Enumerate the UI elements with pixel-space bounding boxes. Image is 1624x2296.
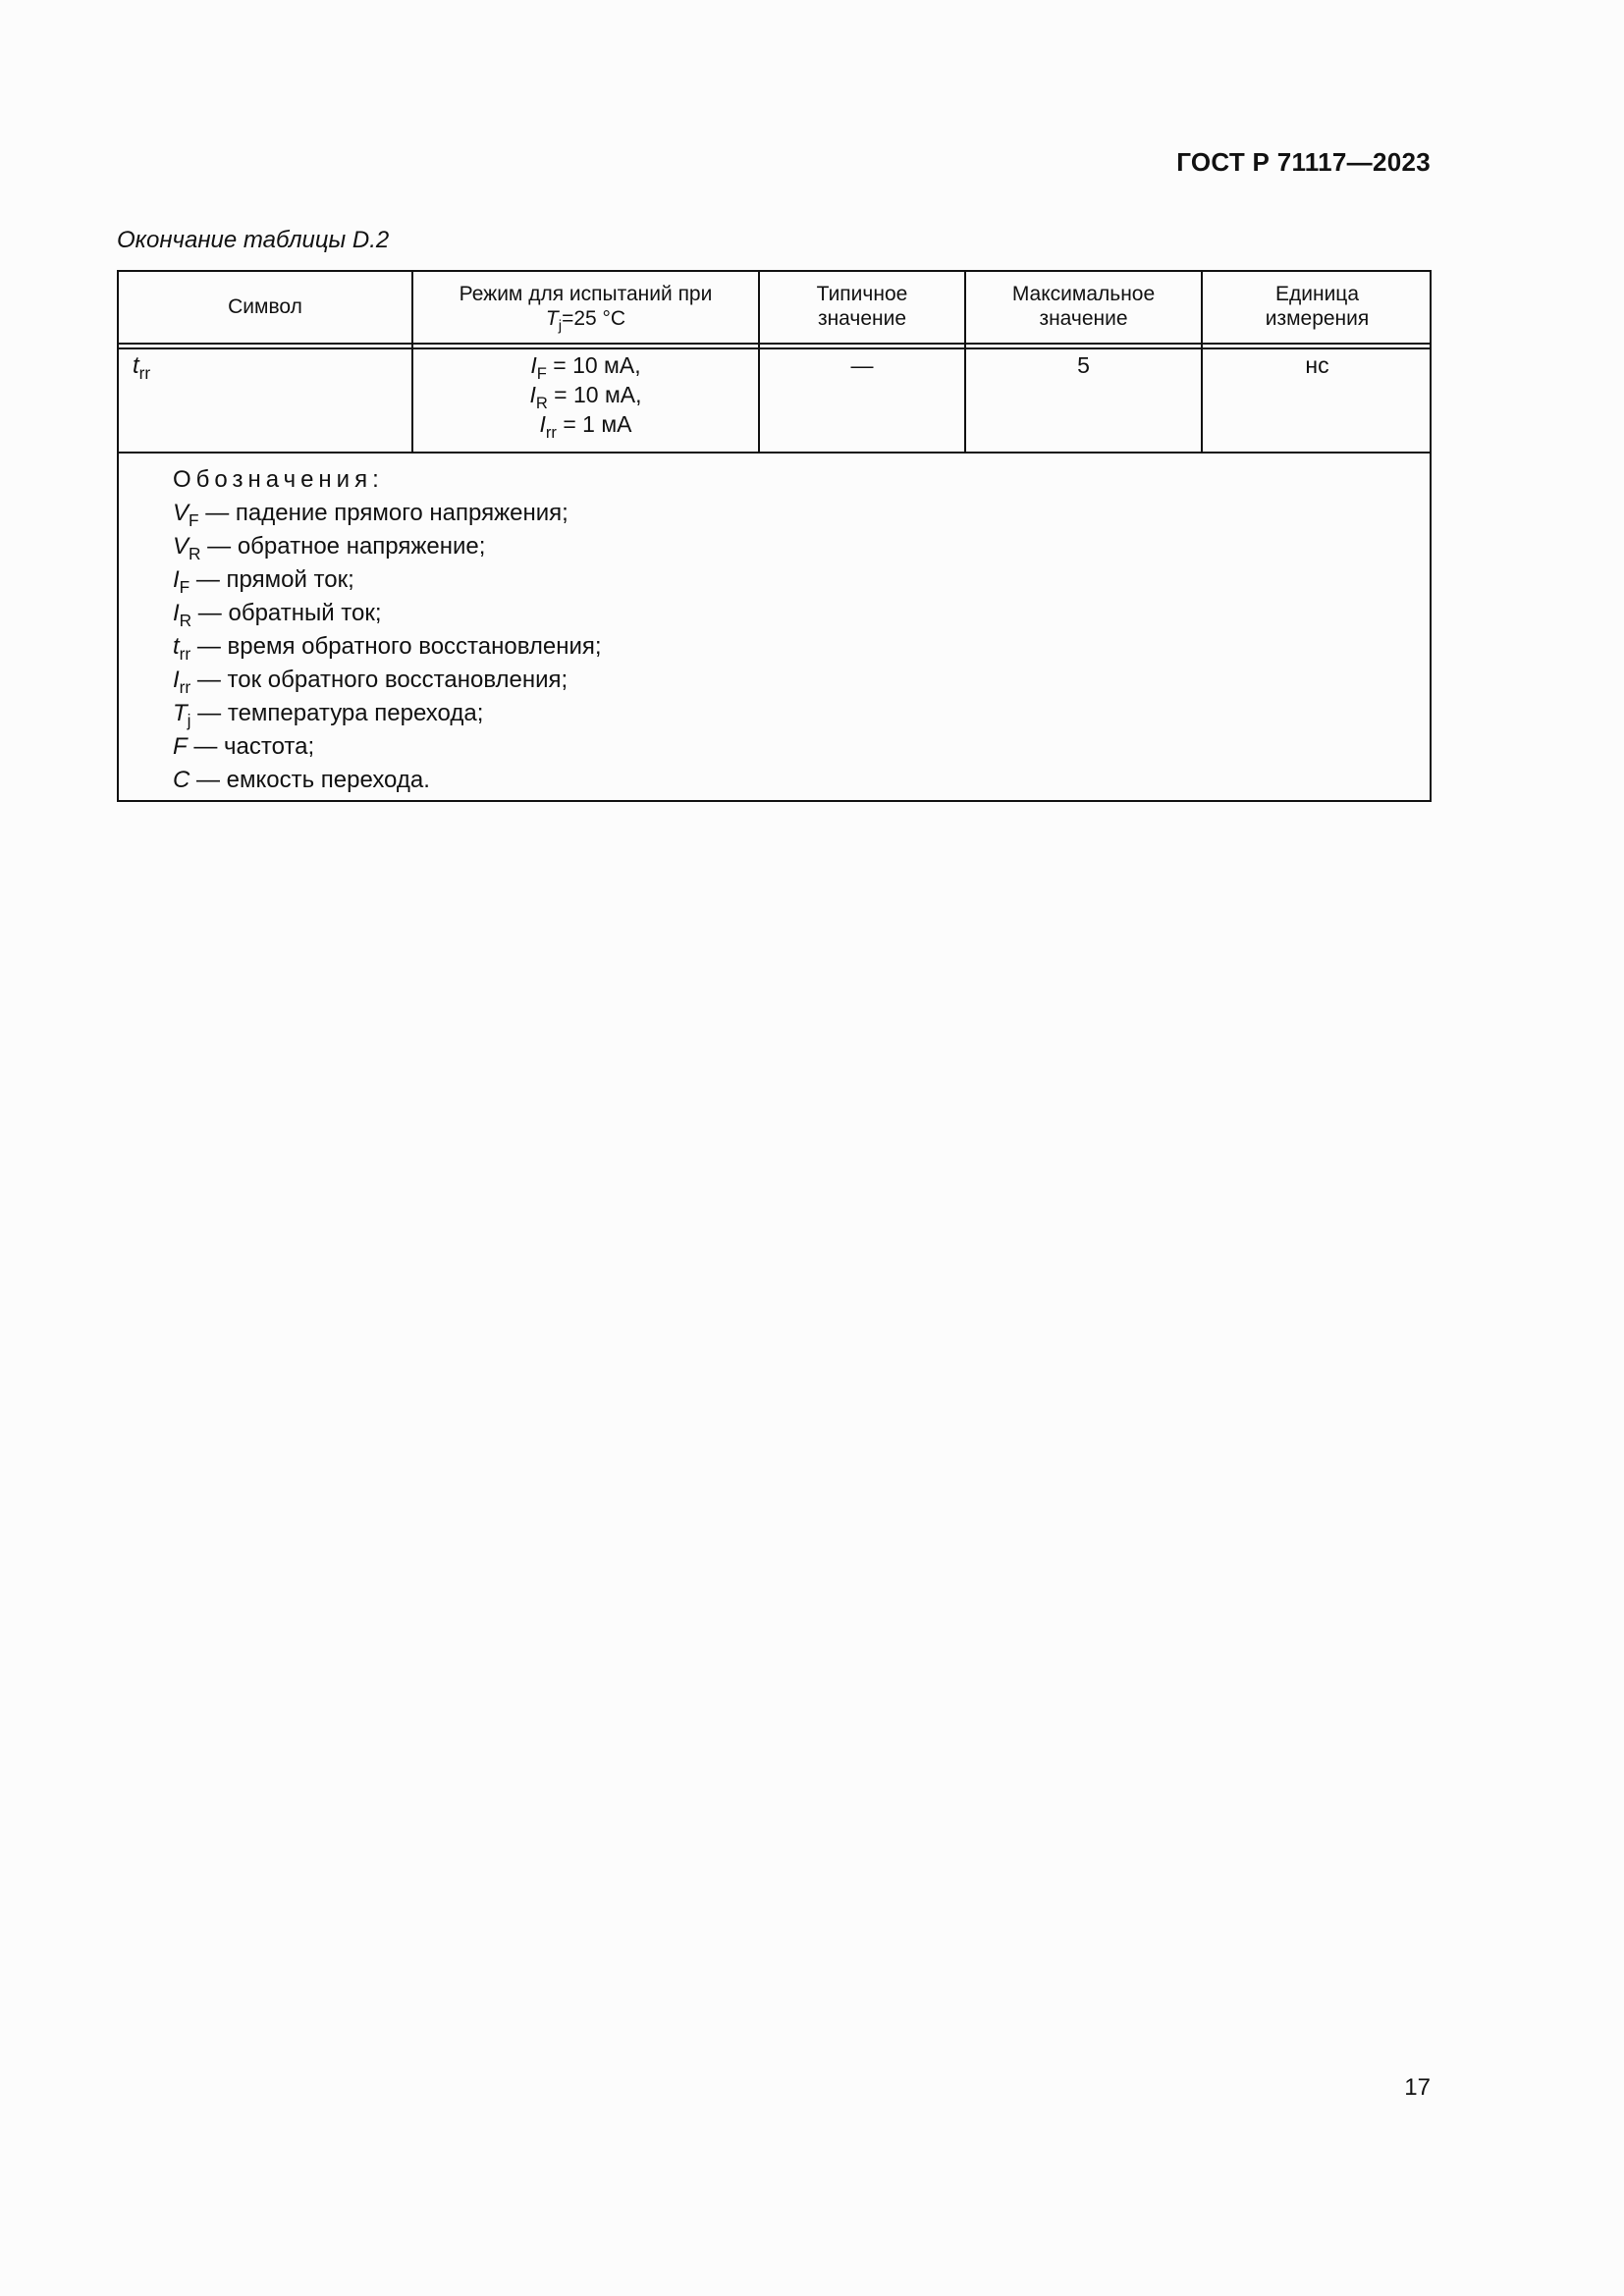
header-symbol: Символ (228, 295, 302, 318)
document-code: ГОСТ Р 71117—2023 (1176, 147, 1431, 177)
table-caption: Окончание таблицы D.2 (117, 227, 390, 253)
header-divider-line-double (119, 347, 1430, 349)
legend-title: Обозначения: (173, 466, 384, 493)
row-maximum: 5 (1077, 352, 1090, 378)
condition-line: $I_R = 10$ мА, (529, 382, 642, 412)
header-test-mode: Режим для испытаний при $T_j=25$ °C (459, 283, 713, 335)
legend-item: $t_{rr}$ — время обратного восстановления; (173, 633, 602, 665)
legend-item: $I_F$ — прямой ток; (173, 566, 354, 598)
data-table (117, 270, 1432, 802)
legend-item: $V_R$ — обратное напряжение; (173, 533, 486, 564)
legend-item: $I_{rr}$ — ток обратного восстановления; (173, 667, 568, 698)
row-typical: — (850, 352, 874, 378)
legend-item: $T_j$ — температура перехода; (173, 700, 484, 731)
page-number: 17 (1404, 2074, 1431, 2101)
header-typical: Типичное значение (816, 283, 908, 330)
condition-line: $I_F = 10$ мА, (530, 352, 641, 383)
legend (173, 463, 602, 797)
legend-item: $V_F$ — падение прямого напряжения; (173, 500, 568, 531)
header-maximum: Максимальное значение (1011, 283, 1156, 330)
legend-item: $I_R$ — обратный ток; (173, 600, 382, 631)
legend-item: C — емкость перехода. (173, 767, 430, 793)
row-symbol: $t_{rr}$ (133, 352, 151, 384)
header-unit: Единица измерения (1265, 283, 1370, 330)
header-divider-line (119, 343, 1430, 345)
row-conditions (413, 350, 758, 442)
condition-line: $I_{rr} = 1$ мА (539, 411, 632, 442)
legend-item: F — частота; (173, 733, 315, 760)
legend-divider-line (119, 452, 1430, 454)
row-unit: нс (1305, 352, 1329, 378)
